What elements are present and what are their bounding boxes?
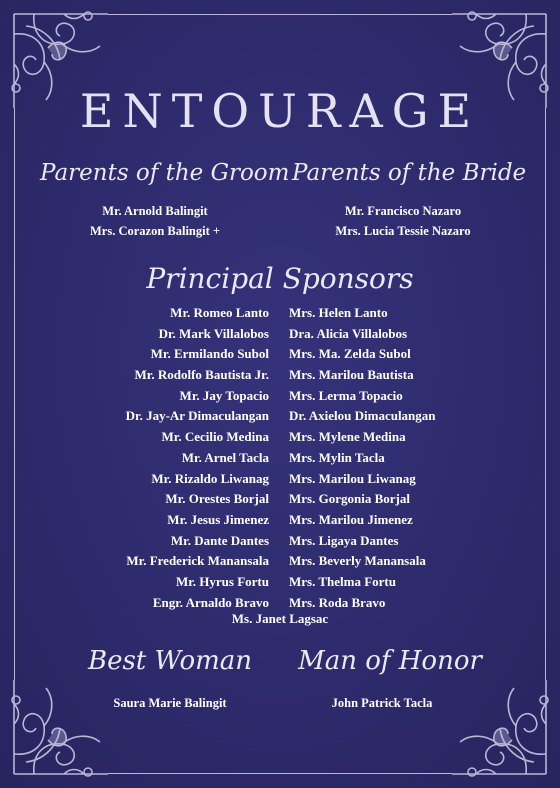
- sponsor-right-13: Mrs. Beverly Manansala: [289, 553, 426, 569]
- parents-bride-name-2: Mrs. Lucia Tessie Nazaro: [335, 224, 471, 238]
- sponsor-right-5: Mrs. Lerma Topacio: [289, 387, 403, 403]
- parents-groom-name-1: Mr. Arnold Balingit: [102, 204, 208, 218]
- sponsor-right-1: Mrs. Helen Lanto: [289, 305, 388, 320]
- corner-ornament-bottom-right: [436, 664, 556, 784]
- sponsor-right-2: Dra. Alicia Villalobos: [289, 325, 408, 341]
- sponsor-right-3: Mrs. Ma. Zelda Subol: [289, 346, 411, 362]
- best-woman-heading: Best Woman: [87, 646, 253, 676]
- frame-line-bottom: [108, 773, 452, 774]
- sponsor-left-12: Mr. Dante Dantes: [170, 532, 269, 548]
- parents-groom-list: [40, 201, 270, 241]
- man-of-honor-heading: Man of Honor: [298, 646, 482, 676]
- parents-bride-heading: Parents of the Bride: [292, 160, 527, 186]
- sponsor-left-4: Mr. Rodolfo Bautista Jr.: [134, 367, 269, 383]
- sponsor-right-6: Dr. Axielou Dimaculangan: [289, 408, 436, 424]
- sponsor-left-9: Mr. Rizaldo Liwanag: [151, 470, 269, 486]
- parents-bride-name-1: Mr. Francisco Nazaro: [344, 204, 462, 218]
- sponsor-left-10: Mr. Orestes Borjal: [165, 491, 269, 507]
- sponsor-left-5: Mr. Jay Topacio: [179, 387, 269, 403]
- sponsor-last: Ms. Janet Lagsac: [231, 611, 329, 626]
- sponsor-right-7: Mrs. Mylene Medina: [289, 429, 406, 445]
- sponsor-left-3: Mr. Ermilando Subol: [150, 346, 269, 362]
- sponsor-right-15: Mrs. Roda Bravo: [289, 594, 386, 610]
- parents-groom-heading: Parents of the Groom: [40, 160, 290, 186]
- frame-line-right: [545, 108, 546, 680]
- sponsor-left-6: Dr. Jay-Ar Dimaculangan: [125, 408, 269, 424]
- sponsor-right-10: Mrs. Gorgonia Borjal: [289, 491, 410, 507]
- frame-line-top: [108, 14, 452, 15]
- sponsor-right-8: Mrs. Mylin Tacla: [289, 449, 385, 465]
- sponsor-right-12: Mrs. Ligaya Dantes: [289, 532, 399, 548]
- sponsor-right-11: Mrs. Marilou Jimenez: [289, 511, 413, 527]
- sponsor-left-15: Engr. Arnaldo Bravo: [152, 594, 269, 610]
- best-woman-name: Saura Marie Balingit: [113, 696, 227, 710]
- parents-bride-list: [292, 201, 514, 241]
- sponsor-left-2: Dr. Mark Villalobos: [158, 325, 269, 341]
- sponsor-left-1: Mr. Romeo Lanto: [170, 305, 269, 320]
- sponsor-left-11: Mr. Jesus Jimenez: [167, 511, 269, 527]
- sponsor-left-13: Mr. Frederick Manansala: [126, 553, 269, 569]
- sponsor-right-4: Mrs. Marilou Bautista: [289, 367, 414, 383]
- principal-sponsors-heading: Principal Sponsors: [146, 262, 414, 295]
- sponsor-left-8: Mr. Arnel Tacla: [181, 449, 269, 465]
- sponsor-left-14: Mr. Hyrus Fortu: [175, 573, 269, 589]
- frame-line-left: [14, 108, 15, 680]
- page-title: ENTOURAGE: [79, 84, 481, 138]
- man-of-honor-name: John Patrick Tacla: [331, 696, 433, 710]
- sponsor-left-7: Mr. Cecilio Medina: [161, 429, 269, 445]
- sponsor-right-14: Mrs. Thelma Fortu: [289, 573, 396, 589]
- sponsor-right-9: Mrs. Marilou Liwanag: [289, 470, 416, 486]
- sponsors-right-column: [289, 303, 436, 613]
- best-woman-block: [60, 693, 280, 713]
- parents-groom-name-2: Mrs. Corazon Balingit +: [89, 224, 221, 238]
- man-of-honor-block: [272, 693, 492, 713]
- sponsors-left-column: [126, 303, 269, 613]
- corner-ornament-bottom-left: [4, 664, 124, 784]
